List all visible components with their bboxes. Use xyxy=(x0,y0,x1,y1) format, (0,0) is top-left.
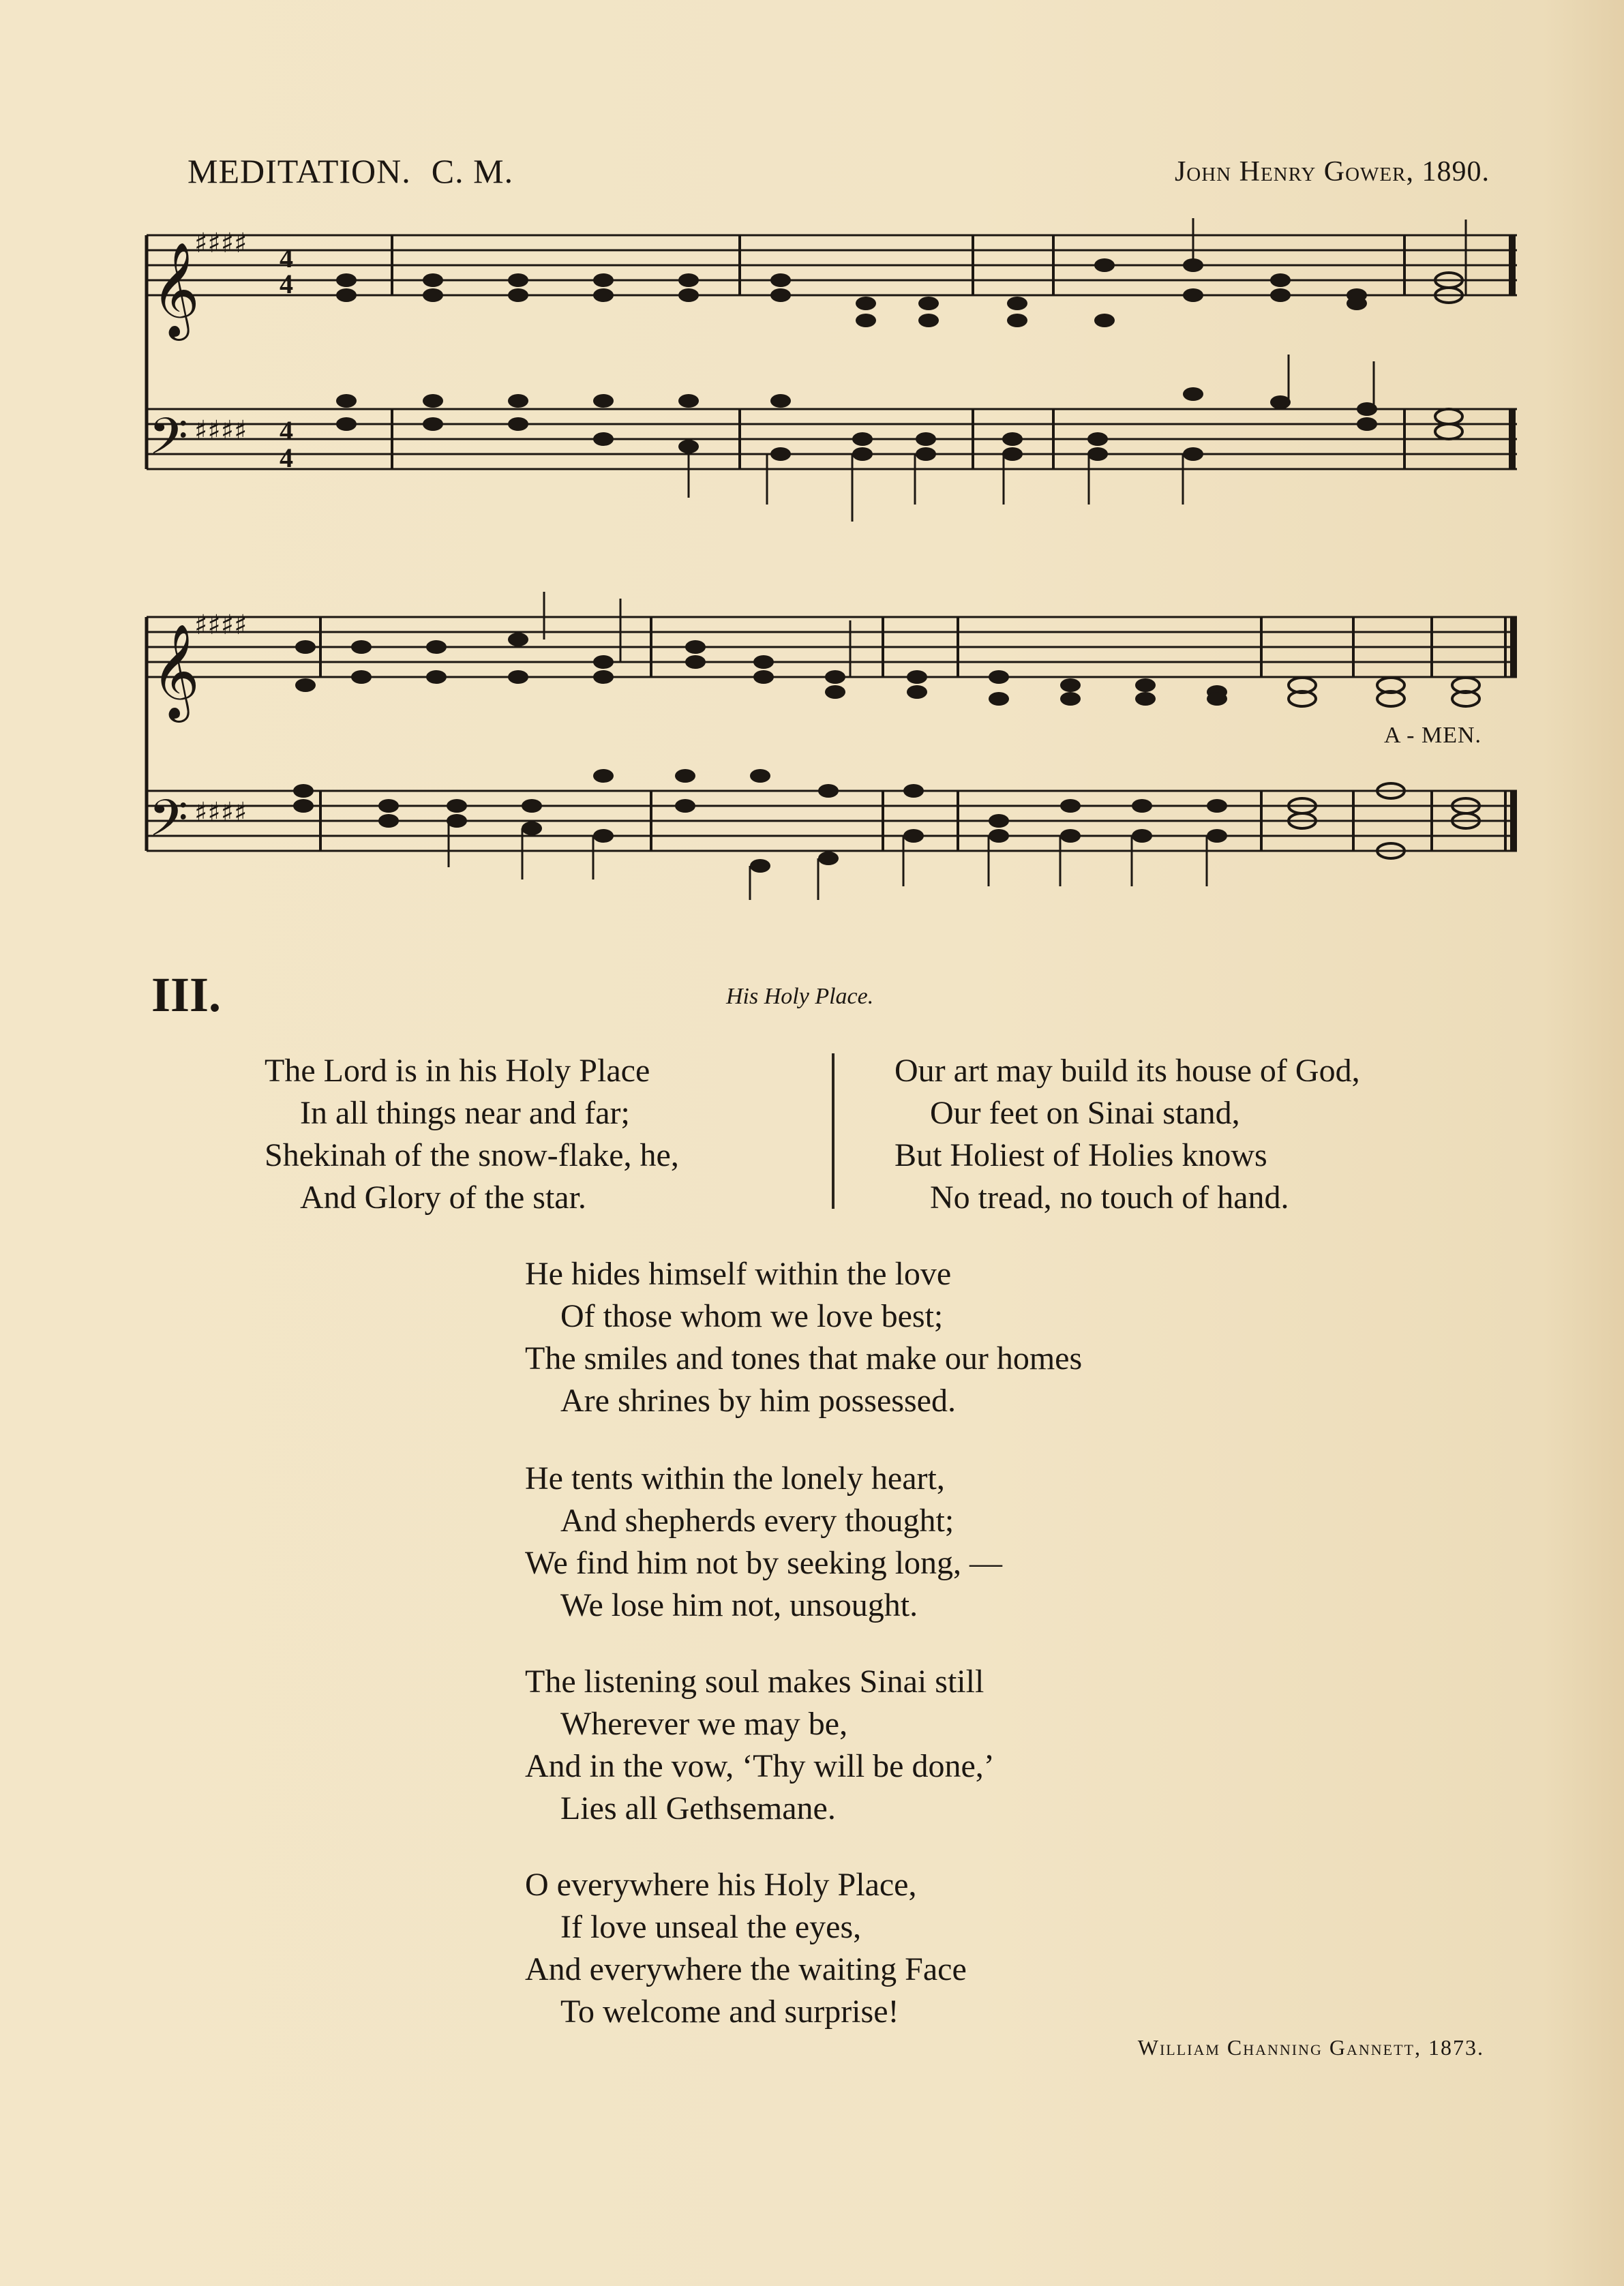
stanza-5 xyxy=(525,1661,995,1830)
stanza-line: And Glory of the star. xyxy=(300,1179,586,1216)
stanza-line: O everywhere his Holy Place, xyxy=(525,1867,917,1903)
bass-key-signature-sharps: ♯♯♯♯ xyxy=(194,415,247,447)
system-1-treble xyxy=(147,218,1517,341)
stanza-1 xyxy=(265,1050,679,1219)
stanza-line: And in the vow, ‘Thy will be done,’ xyxy=(525,1748,995,1784)
stanza-4 xyxy=(525,1458,1002,1627)
key-signature-sharps: ♯♯♯♯ xyxy=(194,228,247,259)
stanza-6 xyxy=(525,1864,967,2033)
system-2-bass-key-signature-sharps: ♯♯♯♯ xyxy=(194,797,247,828)
hymn-author-credit: William Channing Gannett, 1873. xyxy=(1137,2035,1484,2060)
system-2-key-signature-sharps: ♯♯♯♯ xyxy=(194,610,247,641)
stanza-line: And everywhere the waiting Face xyxy=(525,1951,967,1987)
stanza-line: He hides himself within the love xyxy=(525,1256,952,1292)
stanza-line: Of those whom we love best; xyxy=(560,1298,944,1334)
music-score xyxy=(0,0,1624,954)
stanza-line: We find him not by seeking long, — xyxy=(525,1545,1003,1581)
treble-clef-icon: 𝄞 xyxy=(151,242,200,337)
tune-meter: C. M. xyxy=(431,152,514,190)
amen-lyric: A - MEN. xyxy=(1384,723,1482,748)
bass-clef-icon: 𝄢 xyxy=(149,407,188,479)
system-2-bass-clef-icon: 𝄢 xyxy=(149,789,188,860)
composer-credit: John Henry Gower, 1890. xyxy=(1174,156,1490,187)
stanza-line: And shepherds every thought; xyxy=(560,1503,954,1539)
stanza-line: Our feet on Sinai stand, xyxy=(930,1095,1240,1131)
stanza-line: In all things near and far; xyxy=(300,1095,630,1131)
bass-time-signature-bottom: 4 xyxy=(280,442,293,473)
column-divider xyxy=(832,1053,834,1209)
bass-time-signature-top: 4 xyxy=(280,415,293,446)
stanza-line: Wherever we may be, xyxy=(560,1706,848,1742)
stanza-line: He tents within the lonely heart, xyxy=(525,1460,945,1497)
time-signature-bottom: 4 xyxy=(280,269,293,299)
stanza-line: But Holiest of Holies knows xyxy=(894,1137,1267,1173)
stanza-line: Are shrines by him possessed. xyxy=(560,1383,956,1419)
system-2-treble-clef-icon: 𝄞 xyxy=(151,624,200,719)
stanza-line: Our art may build its house of God, xyxy=(894,1053,1360,1089)
system-2-bass xyxy=(147,617,1517,900)
stanza-line: We lose him not, unsought. xyxy=(560,1587,918,1623)
hymn-subtitle: His Holy Place. xyxy=(726,984,874,1009)
tune-name: MEDITATION. xyxy=(187,152,411,190)
stanza-line: Lies all Gethsemane. xyxy=(560,1790,836,1826)
stanza-line: The Lord is in his Holy Place xyxy=(265,1053,650,1089)
stanza-line: To welcome and surprise! xyxy=(560,1994,899,2030)
stanza-line: Shekinah of the snow-flake, he, xyxy=(265,1137,679,1173)
time-signature-top: 4 xyxy=(280,243,293,273)
stanza-3 xyxy=(525,1253,1082,1422)
system-2-treble xyxy=(147,592,1517,723)
stanza-line: If love unseal the eyes, xyxy=(560,1909,862,1945)
stanza-line: The smiles and tones that make our homes xyxy=(525,1340,1083,1377)
stanza-2 xyxy=(894,1050,1360,1219)
hymn-number: III. xyxy=(151,967,222,1022)
stanza-line: The listening soul makes Sinai still xyxy=(525,1664,984,1700)
stanza-line: No tread, no touch of hand. xyxy=(930,1179,1289,1216)
